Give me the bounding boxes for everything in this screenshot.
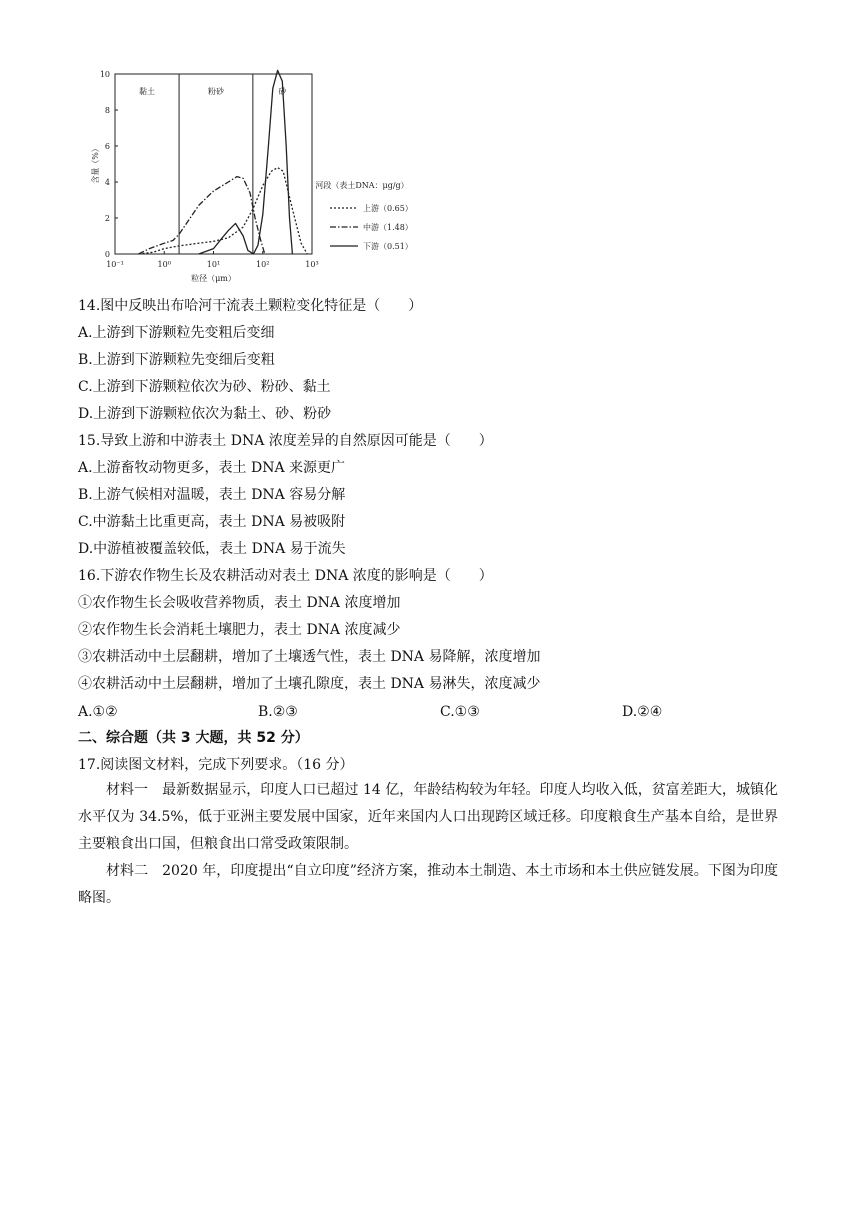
q16-statement-2: ②农作物生长会消耗土壤肥力，表土 DNA 浓度减少 — [78, 622, 401, 638]
q14-option-c: C.上游到下游颗粒依次为砂、粉砂、黏土 — [78, 379, 331, 395]
series-line-0 — [139, 168, 308, 254]
x-tick-label: 10² — [256, 260, 270, 269]
x-tick-label: 10³ — [305, 260, 319, 269]
q16-option-b: B.②③ — [258, 704, 298, 720]
q16-statement-1: ①农作物生长会吸收营养物质，表土 DNA 浓度增加 — [78, 595, 401, 611]
y-tick-label: 8 — [104, 106, 110, 115]
x-tick-label: 10¹ — [206, 260, 221, 269]
material-two: 材料二 2020 年，印度提出“自立印度”经济方案，推动本土制造、本土市场和本土供应链发展。下图为印度略图。 — [78, 863, 778, 906]
q15-option-b: B.上游气候相对温暖，表土 DNA 容易分解 — [78, 487, 346, 503]
y-tick-label: 0 — [104, 250, 110, 259]
q15-option-c: C.中游黏土比重更高，表土 DNA 易被吸附 — [78, 514, 346, 530]
series-line-2 — [199, 70, 293, 254]
legend-title: 河段（表土DNA：μg/g） — [315, 181, 409, 190]
y-tick-label: 10 — [99, 70, 110, 79]
y-tick-label: 2 — [104, 214, 110, 223]
q14-option-b: B.上游到下游颗粒先变细后变粗 — [78, 352, 275, 368]
q14-option-a: A.上游到下游颗粒先变粗后变细 — [78, 325, 275, 341]
material-one: 材料一 最新数据显示，印度人口已超过 14 亿，年龄结构较为年轻。印度人均收入低，贫富差距大，城镇化水平仅为 34.5%，低于亚洲主要发展中国家，近年来国内人口出现跨区域迁移。印度粮食生产基本自给，是世界主要粮食出口国，但粮食出口常受政策限制。 — [78, 782, 778, 852]
q14-option-d: D.上游到下游颗粒依次为黏土、砂、粉砂 — [78, 406, 332, 422]
x-tick-label: 10⁻¹ — [106, 260, 124, 269]
q15-option-a: A.上游畜牧动物更多，表土 DNA 来源更广 — [78, 460, 346, 476]
question-15: 15.导致上游和中游表土 DNA 浓度差异的自然原因可能是（ ） — [78, 433, 493, 449]
zone-label: 粉砂 — [207, 87, 224, 96]
q16-option-c: C.①③ — [440, 704, 480, 720]
q16-option-a: A.①② — [78, 704, 118, 720]
x-tick-label: 10⁰ — [157, 260, 171, 269]
q16-statement-3: ③农耕活动中土层翻耕，增加了土壤透气性，表土 DNA 易降解，浓度增加 — [78, 649, 541, 665]
plot-frame — [115, 74, 312, 254]
x-axis-label: 粒径（μm） — [191, 274, 236, 283]
y-axis-label: 含量（%） — [91, 144, 100, 184]
q16-option-d: D.②④ — [622, 704, 663, 720]
section-heading: 二、综合题（共 3 大题，共 52 分） — [78, 730, 309, 746]
q16-statement-4: ④农耕活动中土层翻耕，增加了土壤孔隙度，表土 DNA 易淋失，浓度减少 — [78, 676, 541, 692]
y-tick-label: 4 — [104, 178, 110, 187]
zone-label: 砂 — [278, 87, 287, 96]
legend-label: 下游（0.51） — [363, 242, 413, 251]
question-16: 16.下游农作物生长及农耕活动对表土 DNA 浓度的影响是（ ） — [78, 568, 493, 584]
q15-option-d: D.中游植被覆盖较低，表土 DNA 易于流失 — [78, 541, 346, 557]
y-tick-label: 6 — [104, 142, 110, 151]
question-17: 17.阅读图文材料，完成下列要求。（16 分） — [78, 757, 354, 773]
legend-label: 中游（1.48） — [363, 223, 413, 232]
zone-label: 黏土 — [139, 87, 156, 96]
particle-size-chart — [90, 62, 470, 294]
legend-label: 上游（0.65） — [363, 204, 413, 213]
question-14: 14.图中反映出布哈河干流表土颗粒变化特征是（ ） — [78, 298, 423, 314]
